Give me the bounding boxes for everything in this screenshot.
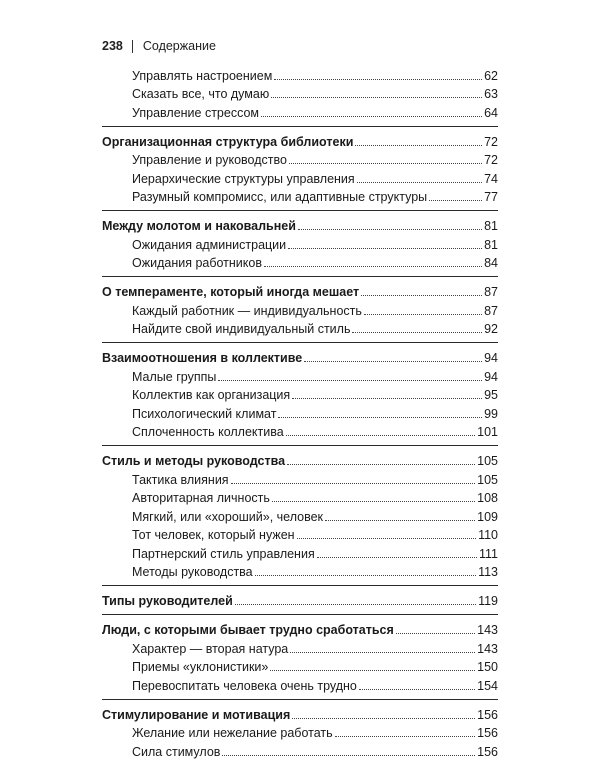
toc-chapter-entry[interactable]	[102, 343, 498, 365]
entry-title: Организационная структура библиотеки	[102, 134, 354, 149]
entry-page-number: 87	[484, 303, 498, 318]
toc-section	[102, 276, 498, 336]
toc-subentry[interactable]	[102, 365, 498, 384]
toc-section	[102, 64, 498, 120]
dot-leader	[361, 295, 482, 296]
entry-title: Характер — вторая натура	[132, 641, 289, 656]
toc-subentry[interactable]	[102, 64, 498, 83]
toc-subentry[interactable]	[102, 167, 498, 186]
entry-title: Приемы «уклонистики»	[132, 660, 269, 674]
toc-chapter-entry[interactable]	[102, 277, 498, 299]
entry-title: Мягкий, или «хороший», человек	[132, 509, 324, 524]
entry-title: Ожидания работников	[132, 256, 262, 270]
dot-leader	[272, 501, 475, 502]
running-title: Содержание	[142, 39, 216, 53]
dot-leader	[222, 755, 475, 756]
dot-leader	[357, 182, 482, 183]
dot-leader	[292, 398, 482, 399]
entry-page-number: 72	[484, 153, 498, 167]
toc-subentry[interactable]	[102, 421, 498, 440]
toc-subentry[interactable]	[102, 186, 498, 205]
toc-subentry[interactable]	[102, 487, 498, 506]
dot-leader	[297, 538, 477, 539]
entry-page-number: 62	[484, 68, 498, 83]
toc-subentry[interactable]	[102, 468, 498, 487]
entry-title: Психологический климат	[132, 406, 277, 421]
entry-title: Взаимоотношения в коллективе	[102, 351, 303, 365]
entry-title: Управлять настроением	[132, 68, 273, 83]
dot-leader	[264, 266, 482, 267]
entry-title: Стиль и методы руководства	[102, 454, 286, 468]
toc-subentry[interactable]	[102, 656, 498, 675]
dot-leader	[278, 417, 482, 418]
entry-page-number: 150	[477, 660, 498, 674]
toc-subentry[interactable]	[102, 299, 498, 318]
entry-page-number: 64	[484, 105, 498, 120]
entry-page-number: 108	[477, 491, 498, 505]
entry-page-number: 95	[484, 388, 498, 402]
entry-title: Люди, с которыми бывает трудно сработаться	[102, 623, 394, 637]
entry-title: Перевоспитать человека очень трудно	[132, 678, 357, 693]
entry-page-number: 99	[484, 406, 498, 421]
toc-subentry[interactable]	[102, 149, 498, 168]
entry-page-number: 74	[484, 171, 498, 186]
dot-leader	[290, 652, 475, 653]
entry-page-number: 84	[484, 256, 498, 270]
toc-chapter-entry[interactable]	[102, 446, 498, 468]
entry-page-number: 72	[484, 134, 498, 149]
dot-leader	[218, 380, 482, 381]
entry-title: Авторитарная личность	[132, 491, 270, 505]
entry-title: Партнерский стиль управления	[132, 546, 315, 561]
toc-subentry[interactable]	[102, 524, 498, 543]
entry-page-number: 109	[477, 509, 498, 524]
toc-subentry[interactable]	[102, 674, 498, 693]
entry-title: Тактика влияния	[132, 472, 229, 487]
entry-title: Сказать все, что думаю	[132, 87, 270, 101]
dot-leader	[396, 633, 475, 634]
entry-title: Найдите свой индивидуальный стиль	[132, 322, 351, 336]
table-of-contents	[102, 64, 498, 759]
entry-title: Сплоченность коллектива	[132, 425, 284, 439]
entry-title: Ожидания администрации	[132, 237, 287, 252]
dot-leader	[292, 718, 475, 719]
toc-subentry[interactable]	[102, 384, 498, 403]
entry-title: Малые группы	[132, 369, 217, 384]
toc-subentry[interactable]	[102, 637, 498, 656]
entry-page-number: 94	[484, 351, 498, 365]
entry-title: Тот человек, который нужен	[132, 528, 295, 542]
toc-chapter-entry[interactable]	[102, 211, 498, 233]
entry-title: Между молотом и наковальней	[102, 219, 296, 233]
entry-title: Стимулирование и мотивация	[102, 707, 291, 722]
entry-title: Сила стимулов	[132, 744, 221, 759]
entry-page-number: 81	[484, 219, 498, 233]
entry-title: Иерархические структуры управления	[132, 171, 355, 186]
toc-subentry[interactable]	[102, 233, 498, 252]
entry-title: Управление и руководство	[132, 153, 287, 167]
running-header	[102, 38, 216, 54]
toc-subentry[interactable]	[102, 252, 498, 271]
entry-title: О темпераменте, который иногда мешает	[102, 285, 360, 299]
entry-title: Методы руководства	[132, 565, 253, 579]
page-number: 238	[102, 39, 123, 53]
entry-title: Коллектив как организация	[132, 388, 291, 402]
toc-subentry[interactable]	[102, 561, 498, 580]
entry-page-number: 143	[477, 623, 498, 637]
toc-subentry[interactable]	[102, 722, 498, 741]
dot-leader	[355, 145, 482, 146]
entry-page-number: 87	[484, 285, 498, 299]
toc-subentry[interactable]	[102, 402, 498, 421]
toc-subentry[interactable]	[102, 542, 498, 561]
entry-page-number: 143	[477, 641, 498, 656]
toc-chapter-entry[interactable]	[102, 586, 498, 608]
entry-page-number: 154	[477, 678, 498, 693]
dot-leader	[274, 79, 482, 80]
dot-leader	[231, 483, 476, 484]
entry-page-number: 105	[477, 472, 498, 487]
entry-page-number: 156	[477, 726, 498, 740]
toc-subentry[interactable]	[102, 101, 498, 120]
entry-page-number: 105	[477, 454, 498, 468]
dot-leader	[352, 332, 482, 333]
toc-section	[102, 210, 498, 270]
dot-leader	[317, 557, 477, 558]
toc-subentry[interactable]	[102, 505, 498, 524]
toc-subentry[interactable]	[102, 318, 498, 337]
dot-leader	[298, 229, 482, 230]
dot-leader	[335, 736, 476, 737]
entry-page-number: 119	[478, 594, 498, 608]
toc-chapter-entry[interactable]	[102, 615, 498, 637]
dot-leader	[364, 314, 482, 315]
dot-leader	[270, 670, 475, 671]
dot-leader	[289, 163, 482, 164]
dot-leader	[287, 464, 475, 465]
toc-subentry[interactable]	[102, 83, 498, 102]
toc-section	[102, 342, 498, 439]
entry-title: Управление стрессом	[132, 105, 260, 120]
dot-leader	[359, 689, 475, 690]
dot-leader	[255, 575, 476, 576]
entry-page-number: 113	[478, 565, 498, 579]
entry-title: Разумный компромисс, или адаптивные структуры	[132, 190, 428, 204]
entry-page-number: 94	[484, 369, 498, 384]
header-divider	[132, 40, 133, 53]
toc-section	[102, 445, 498, 579]
entry-page-number: 77	[484, 190, 498, 204]
entry-title: Типы руководителей	[102, 594, 233, 608]
toc-chapter-entry[interactable]	[102, 700, 498, 722]
toc-section	[102, 126, 498, 205]
entry-page-number: 63	[484, 87, 498, 101]
entry-title: Каждый работник — индивидуальность	[132, 303, 362, 318]
dot-leader	[261, 116, 482, 117]
dot-leader	[429, 200, 482, 201]
entry-page-number: 101	[477, 425, 498, 439]
dot-leader	[304, 361, 482, 362]
entry-page-number: 111	[478, 546, 498, 561]
toc-section	[102, 614, 498, 693]
dot-leader	[286, 435, 475, 436]
entry-page-number: 110	[478, 528, 498, 542]
entry-page-number: 92	[484, 322, 498, 336]
toc-section	[102, 585, 498, 608]
dot-leader	[325, 520, 475, 521]
toc-chapter-entry[interactable]	[102, 127, 498, 149]
entry-title: Желание или нежелание работать	[132, 726, 333, 740]
toc-subentry[interactable]	[102, 740, 498, 759]
entry-page-number: 156	[477, 744, 498, 759]
dot-leader	[271, 97, 482, 98]
dot-leader	[288, 248, 482, 249]
entry-page-number: 156	[477, 707, 498, 722]
entry-page-number: 81	[484, 237, 498, 252]
dot-leader	[235, 604, 476, 605]
